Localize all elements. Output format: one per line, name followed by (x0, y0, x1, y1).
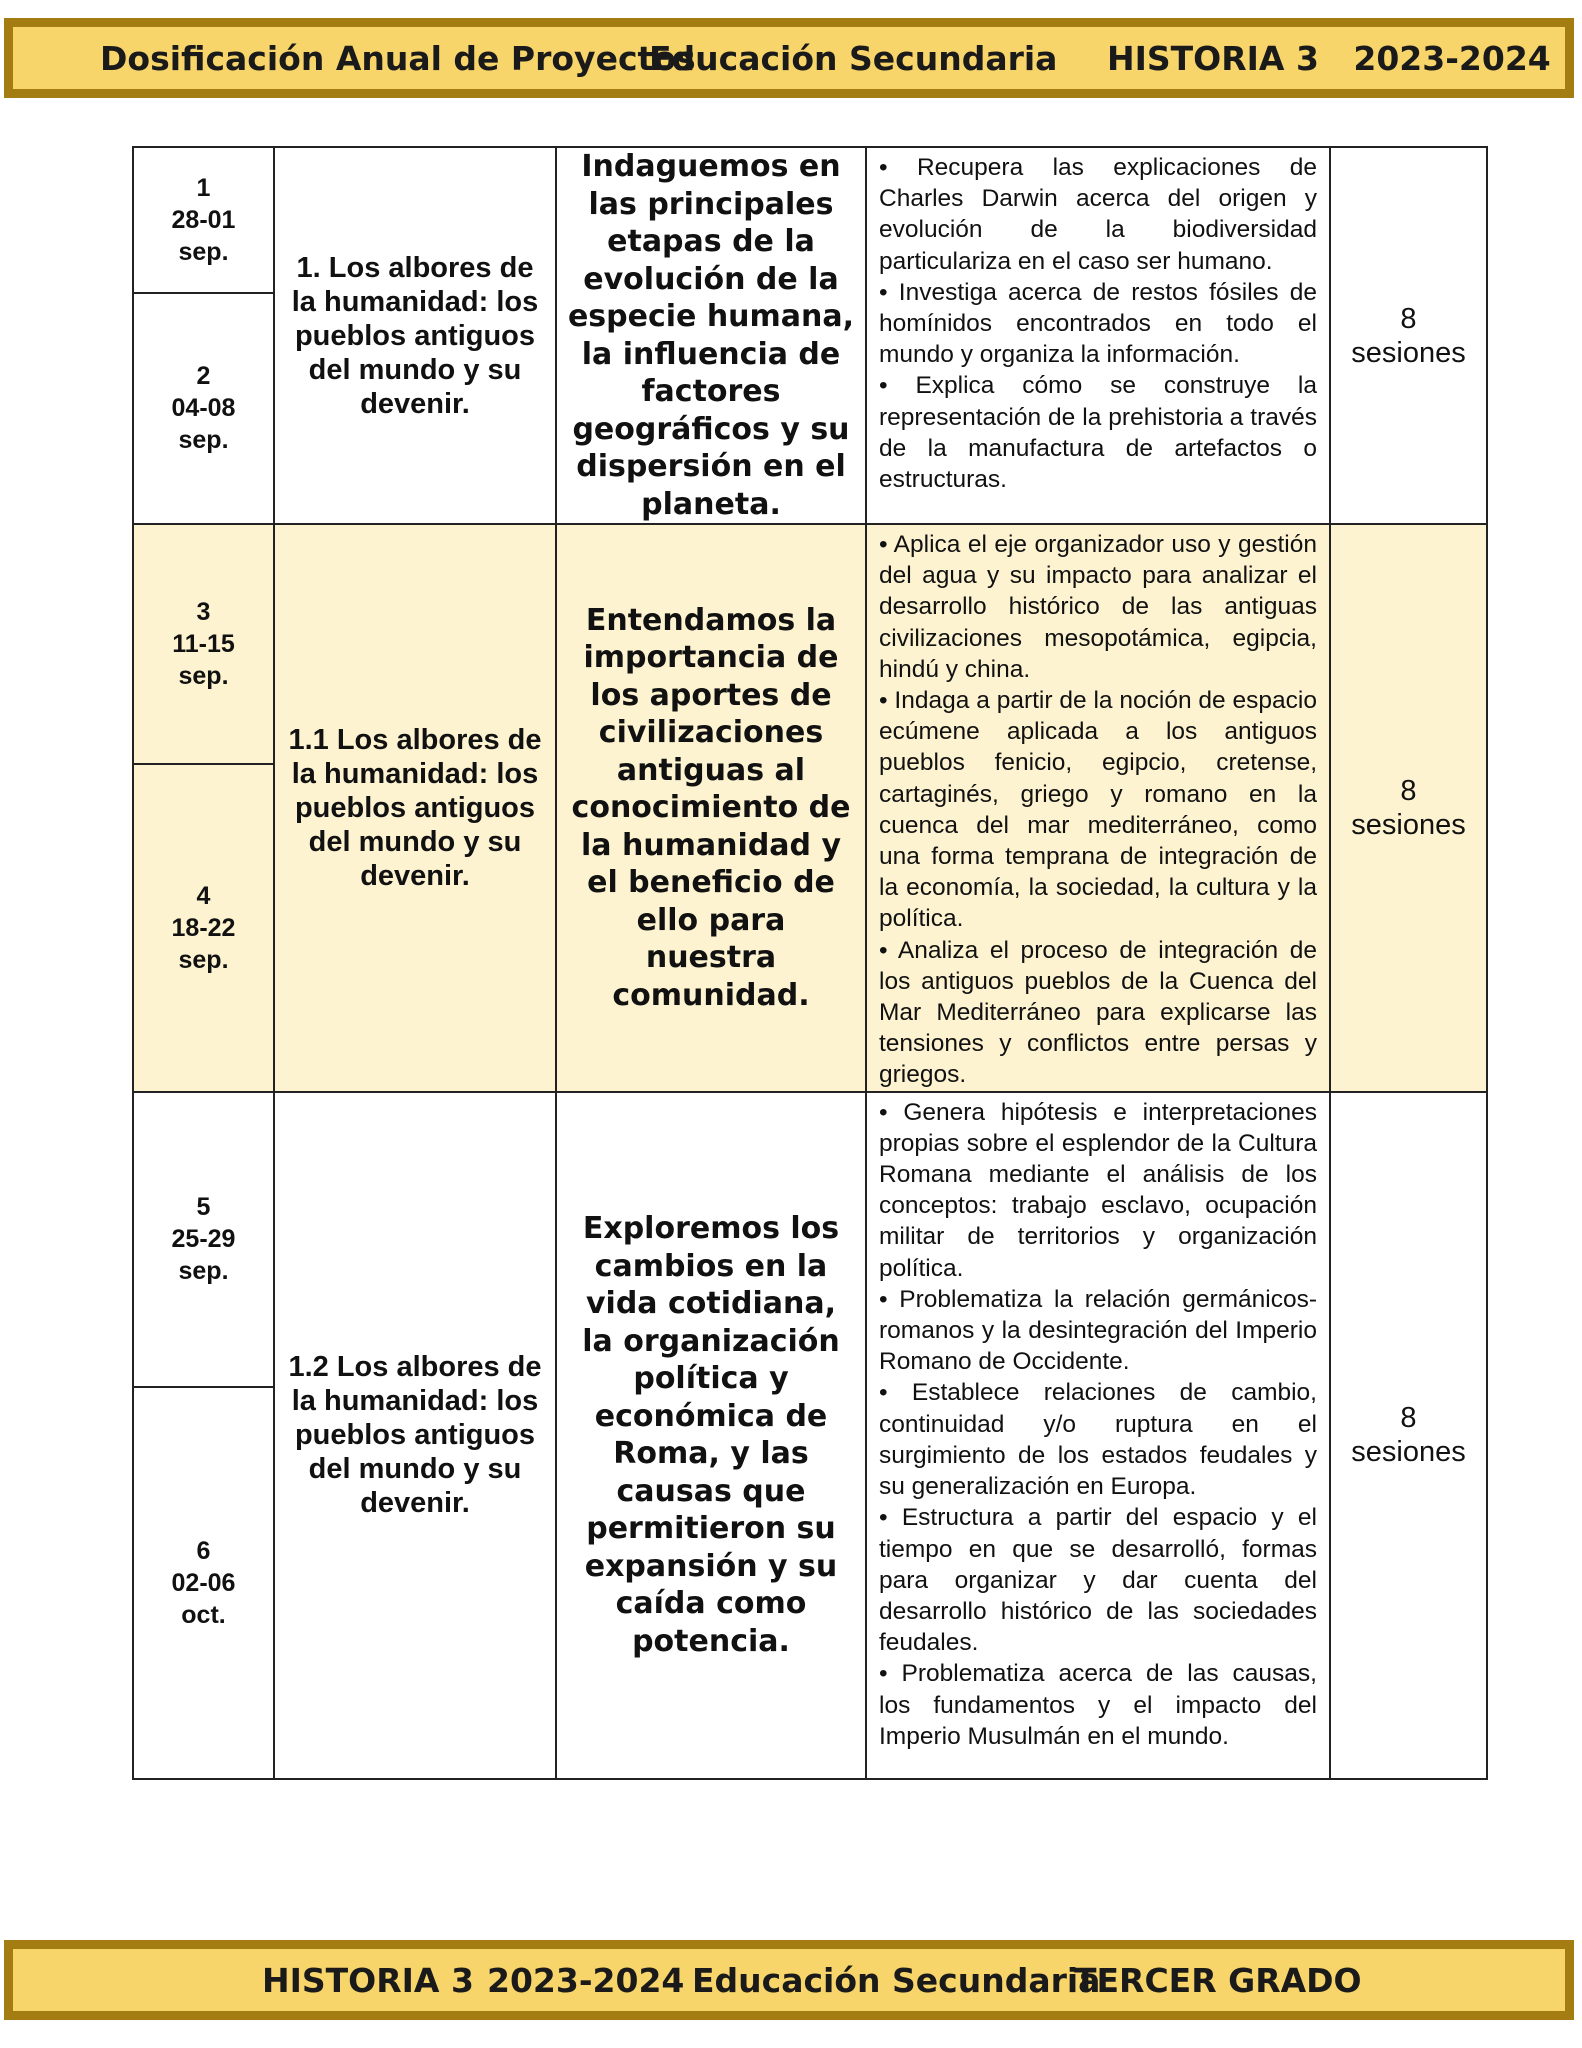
week-month: oct. (181, 1600, 226, 1629)
footer-year: 2023-2024 (487, 1960, 685, 2000)
list-item: • Problematiza la relación germánicos-romanos y la desintegración del Imperio Romano de Occidente. (879, 1285, 1317, 1376)
week-dates: 02-06 (171, 1568, 236, 1597)
week-month: sep. (178, 237, 229, 266)
learning-items (866, 524, 1330, 1092)
week-cell (133, 147, 274, 293)
week-number: 5 (196, 1193, 211, 1222)
list-item: • Explica cómo se construye la representación de la prehistoria a través de la manufactura de artefactos o estructuras. (879, 372, 1317, 494)
list-item: • Estructura a partir del espacio y el tiempo en que se desarrolló, formas para organizar y dar cuenta del desarrollo histórico de las sociedades feudales. (879, 1504, 1317, 1657)
week-number: 1 (196, 173, 211, 202)
list-item: • Problematiza acerca de las causas, los fundamentos y el impacto del Imperio Musulmán en el mundo. (879, 1660, 1317, 1750)
footer-grade: TERCER GRADO (1074, 1960, 1362, 2000)
week-month: sep. (178, 426, 229, 455)
header-subject-year: HISTORIA 3 2023-2024 (1107, 38, 1551, 78)
list-item: • Genera hipótesis e interpretaciones propias sobre el esplendor de la Cultura Romana mediante el análisis de los conceptos: trabajo esclavo, ocupación militar de territorios y organización política. (879, 1098, 1317, 1282)
week-cell (133, 524, 274, 764)
sessions-count: 8 (1400, 1402, 1417, 1435)
footer-level: Educación Secundaria (692, 1960, 1101, 2000)
table-row (133, 147, 1487, 293)
list-item: • Aplica el eje organizador uso y gestión del agua y su impacto para analizar el desarrollo histórico de las antiguas civilizaciones mesopotámica, egipcia, hindú y china. (879, 531, 1317, 683)
week-dates: 04-08 (171, 394, 236, 423)
week-number: 2 (196, 362, 211, 391)
sessions-count: 8 (1400, 774, 1417, 807)
learning-items (866, 1092, 1330, 1779)
list-item: • Analiza el proceso de integración de los antiguos pueblos de la Cuenca del Mar Mediterráneo para explicarse las tensiones y conflictos entre persas y griegos. (879, 936, 1317, 1089)
week-cell (133, 764, 274, 1091)
list-item: • Establece relaciones de cambio, continuidad y/o ruptura en el surgimiento de los estados feudales y su generalización en Europa. (879, 1379, 1317, 1501)
week-number: 4 (196, 882, 211, 911)
week-dates: 18-22 (171, 914, 236, 943)
footer-subject: HISTORIA 3 (262, 1960, 474, 2000)
week-cell (133, 1387, 274, 1779)
topic-title: 1.2 Los albores de la humanidad: los pueblos antiguos del mundo y su devenir. (274, 1092, 556, 1779)
sessions-cell (1330, 524, 1487, 1092)
footer-banner (4, 1940, 1574, 2020)
sessions-label: sesiones (1351, 808, 1466, 841)
week-month: sep. (178, 946, 229, 975)
header-banner (4, 18, 1574, 98)
week-dates: 11-15 (172, 630, 235, 659)
list-item: • Recupera las explicaciones de Charles Darwin acerca del origen y evolución de la biodiversidad particulariza en el caso ser humano. (879, 154, 1317, 275)
sessions-cell (1330, 147, 1487, 524)
sessions-label: sesiones (1351, 336, 1466, 369)
sessions-label: sesiones (1351, 1436, 1466, 1469)
sessions-cell (1330, 1092, 1487, 1779)
plan-table (132, 146, 1488, 1780)
project-title: Indaguemos en las principales etapas de la evolución de la especie humana, la influencia de factores geográficos y su dispersión en el planeta. (556, 147, 866, 524)
header-title: Dosificación Anual de Proyectos (100, 38, 696, 78)
list-item: • Indaga a partir de la noción de espacio ecúmene aplicada a los antiguos pueblos fenicio, egipcio, cretense, cartaginés, griego y romano en la cuenca del mar mediterráneo, como una forma temprana de integración de la economía, la sociedad, la cultura y la política. (879, 687, 1317, 933)
project-title: Entendamos la importancia de los aportes de civilizaciones antiguas al conocimiento de la humanidad y el beneficio de ello para nuestra comunidad. (556, 524, 866, 1092)
week-cell (133, 293, 274, 524)
topic-title: 1. Los albores de la humanidad: los pueblos antiguos del mundo y su devenir. (274, 147, 556, 524)
project-title: Exploremos los cambios en la vida cotidiana, la organización política y económica de Roma, y las causas que permitieron su expansión y su caída como potencia. (556, 1092, 866, 1779)
table-row (133, 524, 1487, 764)
learning-items (866, 147, 1330, 524)
week-dates: 28-01 (171, 205, 236, 234)
sessions-count: 8 (1400, 302, 1417, 335)
week-dates: 25-29 (171, 1225, 236, 1254)
table-row (133, 1092, 1487, 1387)
topic-title: 1.1 Los albores de la humanidad: los pueblos antiguos del mundo y su devenir. (274, 524, 556, 1092)
week-month: sep. (178, 1257, 229, 1286)
week-cell (133, 1092, 274, 1387)
list-item: • Investiga acerca de restos fósiles de homínidos encontrados en todo el mundo y organiza la información. (879, 278, 1317, 369)
week-number: 6 (196, 1536, 211, 1565)
week-number: 3 (196, 598, 211, 627)
week-month: sep. (178, 662, 229, 691)
header-level: Educación Secundaria (649, 38, 1058, 78)
